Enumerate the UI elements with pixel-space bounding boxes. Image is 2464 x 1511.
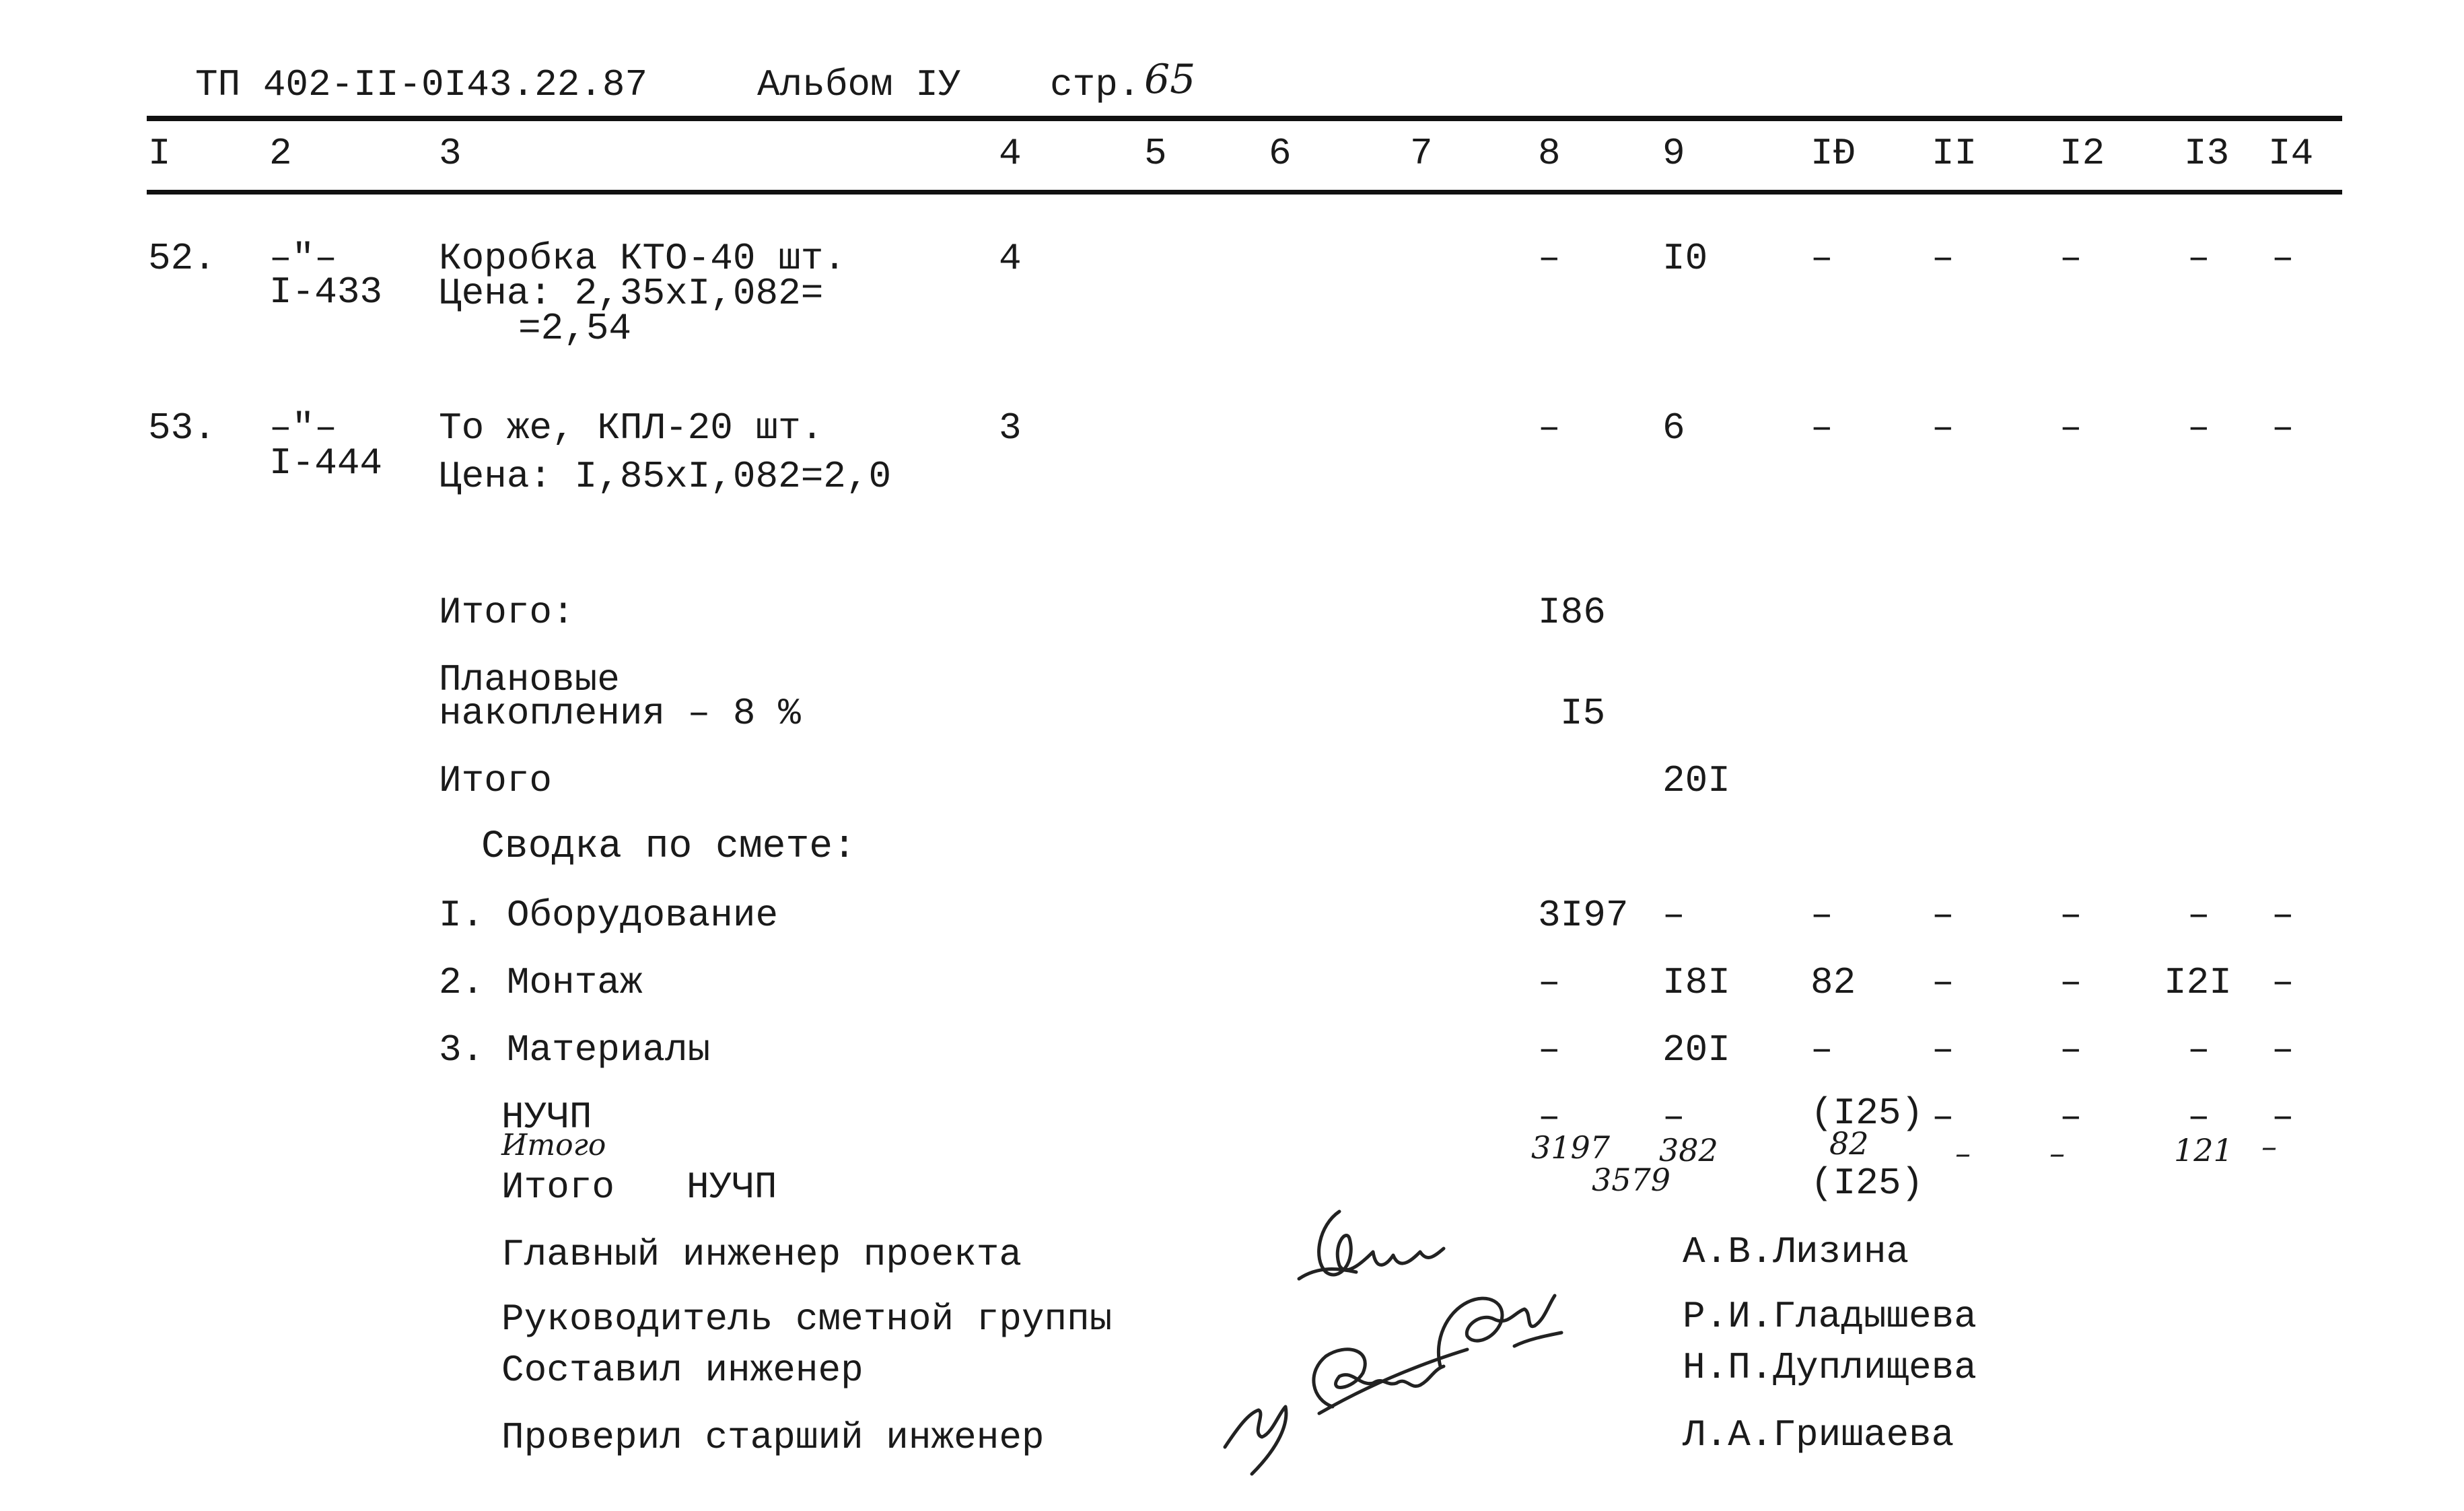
row-52-desc-line-3: =2,54 xyxy=(518,307,632,350)
handwritten-col9: 382 xyxy=(1659,1132,1718,1168)
row-52-col14: – xyxy=(2272,237,2294,280)
col-header-13: I3 xyxy=(2184,132,2230,175)
row-52-desc-line-1: Коробка КТО-40 шт. xyxy=(439,237,846,280)
itogo-nuchp-word: НУЧП xyxy=(687,1166,777,1209)
row-53-desc-line-2: Цена: I,85хI,082=2,0 xyxy=(439,455,892,498)
row-53-ditto: –"– xyxy=(269,407,337,450)
summary-montage-col11: – xyxy=(1932,961,1955,1004)
summary-nuchp-col14: – xyxy=(2272,1096,2294,1139)
summary-montage-col13: I2I xyxy=(2164,961,2232,1004)
summary-equipment-col11: – xyxy=(1932,894,1955,937)
col-header-7: 7 xyxy=(1410,132,1433,175)
summary-equipment-label: I. Оборудование xyxy=(439,894,779,937)
itogo2-label: Итого xyxy=(439,759,553,802)
handwritten-col10: 82 xyxy=(1829,1125,1869,1162)
row-52-col12: – xyxy=(2060,237,2082,280)
row-52-ditto: –"– xyxy=(269,237,337,280)
col-header-9: 9 xyxy=(1662,132,1685,175)
handwritten-col12: – xyxy=(2049,1135,2065,1171)
summary-equipment-col13: – xyxy=(2187,894,2210,937)
itogo2-col9: 20I xyxy=(1662,759,1730,802)
row-53-col12: – xyxy=(2060,407,2082,450)
row-53-col8: – xyxy=(1538,407,1561,450)
planned-col8: I5 xyxy=(1560,692,1606,735)
itogo-nuchp-label: Итого xyxy=(501,1166,615,1209)
summary-materials-col12: – xyxy=(2060,1028,2082,1071)
col-header-11: II xyxy=(1932,132,1977,175)
col-header-12: I2 xyxy=(2060,132,2105,175)
row-53-number: 53. xyxy=(148,407,216,450)
handwritten-col8: 3197 xyxy=(1531,1129,1611,1166)
row-53-qty: 3 xyxy=(999,407,1022,450)
summary-materials-label: 3. Материалы xyxy=(439,1028,711,1071)
itogo-nuchp-col10: (I25) xyxy=(1810,1162,1924,1205)
page-label: стр. xyxy=(1050,63,1141,106)
row-52-desc-line-2: Цена: 2,35хI,082= xyxy=(439,272,824,315)
handwritten-col13: 121 xyxy=(2174,1132,2233,1168)
summary-montage-col12: – xyxy=(2060,961,2082,1004)
signature-scribble-compiler xyxy=(1211,1312,1528,1481)
summary-nuchp-col13: – xyxy=(2187,1096,2210,1139)
row-53-col11: – xyxy=(1932,407,1955,450)
summary-materials-col9: 20I xyxy=(1662,1028,1730,1071)
row-53-ref: I-444 xyxy=(269,442,383,485)
col-header-5: 5 xyxy=(1144,132,1167,175)
summary-materials-col13: – xyxy=(2187,1028,2210,1071)
header-rule-top xyxy=(147,116,2342,121)
summary-materials-col11: – xyxy=(1932,1028,1955,1071)
row-52-number: 52. xyxy=(148,237,216,280)
signature-name-compiler: Н.П.Дуплищева xyxy=(1683,1346,1977,1389)
summary-montage-col14: – xyxy=(2272,961,2294,1004)
summary-equipment-col8: 3I97 xyxy=(1538,894,1629,937)
summary-materials-col8: – xyxy=(1538,1028,1561,1071)
album-label: Альбом IУ xyxy=(757,63,961,106)
row-53-col9: 6 xyxy=(1662,407,1685,450)
planned-label-line-2: накопления – 8 % xyxy=(439,692,801,735)
col-header-10: IÐ xyxy=(1810,132,1856,175)
handwritten-col14: – xyxy=(2261,1128,2277,1164)
summary-nuchp-col11: – xyxy=(1932,1096,1955,1139)
summary-montage-col8: – xyxy=(1538,961,1561,1004)
signature-role-compiler: Составил инженер xyxy=(501,1349,864,1392)
col-header-2: 2 xyxy=(269,132,292,175)
summary-nuchp-col10: (I25) xyxy=(1810,1092,1924,1135)
col-header-4: 4 xyxy=(999,132,1022,175)
signature-role-checker: Проверил старший инженер xyxy=(501,1416,1045,1459)
row-53-desc-line-1: То же, КПЛ-20 шт. xyxy=(439,407,824,450)
handwritten-itogo-label: Итого xyxy=(501,1128,606,1162)
summary-materials-col10: – xyxy=(1810,1028,1833,1071)
summary-equipment-col9: – xyxy=(1662,894,1685,937)
signature-name-chief-engineer: А.В.Лизина xyxy=(1683,1230,1909,1273)
summary-title: Сводка по смете: xyxy=(481,825,856,869)
col-header-1: I xyxy=(148,132,171,175)
summary-nuchp-col9: – xyxy=(1662,1096,1685,1139)
col-header-14: I4 xyxy=(2268,132,2314,175)
summary-equipment-col12: – xyxy=(2060,894,2082,937)
signature-role-chief-engineer: Главный инженер проекта xyxy=(501,1233,1022,1276)
col-header-6: 6 xyxy=(1269,132,1292,175)
page-number: 65 xyxy=(1144,56,1196,103)
col-header-3: 3 xyxy=(439,132,462,175)
row-53-col13: – xyxy=(2187,407,2210,450)
planned-label-line-1: Плановые xyxy=(439,658,620,701)
row-52-col13: – xyxy=(2187,237,2210,280)
signature-name-estimate-head: Р.И.Гладышева xyxy=(1683,1295,1977,1338)
summary-montage-col9: I8I xyxy=(1662,961,1730,1004)
row-53-col10: – xyxy=(1810,407,1833,450)
itogo-label: Итого: xyxy=(439,591,575,634)
col-header-8: 8 xyxy=(1538,132,1561,175)
summary-nuchp-label: НУЧП xyxy=(501,1096,592,1139)
summary-equipment-col14: – xyxy=(2272,894,2294,937)
signature-role-estimate-head: Руководитель сметной группы xyxy=(501,1298,1113,1341)
row-52-col11: – xyxy=(1932,237,1955,280)
row-52-col8: – xyxy=(1538,237,1561,280)
header-rule-bottom xyxy=(147,190,2342,195)
itogo-col8: I86 xyxy=(1538,591,1606,634)
summary-montage-label: 2. Монтаж xyxy=(439,961,643,1004)
handwritten-grand-total: 3579 xyxy=(1592,1162,1671,1198)
summary-materials-col14: – xyxy=(2272,1028,2294,1071)
signature-name-checker: Л.А.Гришаева xyxy=(1683,1413,1955,1456)
summary-nuchp-col8: – xyxy=(1538,1096,1561,1139)
row-52-ref: I-433 xyxy=(269,271,383,314)
summary-nuchp-col12: – xyxy=(2060,1096,2082,1139)
row-52-col10: – xyxy=(1810,237,1833,280)
summary-equipment-col10: – xyxy=(1810,894,1833,937)
row-52-qty: 4 xyxy=(999,237,1022,280)
doc-code: ТП 402-II-0I43.22.87 xyxy=(195,63,648,106)
handwritten-col11: – xyxy=(1955,1135,1971,1171)
summary-montage-col10: 82 xyxy=(1810,961,1856,1004)
row-52-col9: I0 xyxy=(1662,237,1708,280)
row-53-col14: – xyxy=(2272,407,2294,450)
